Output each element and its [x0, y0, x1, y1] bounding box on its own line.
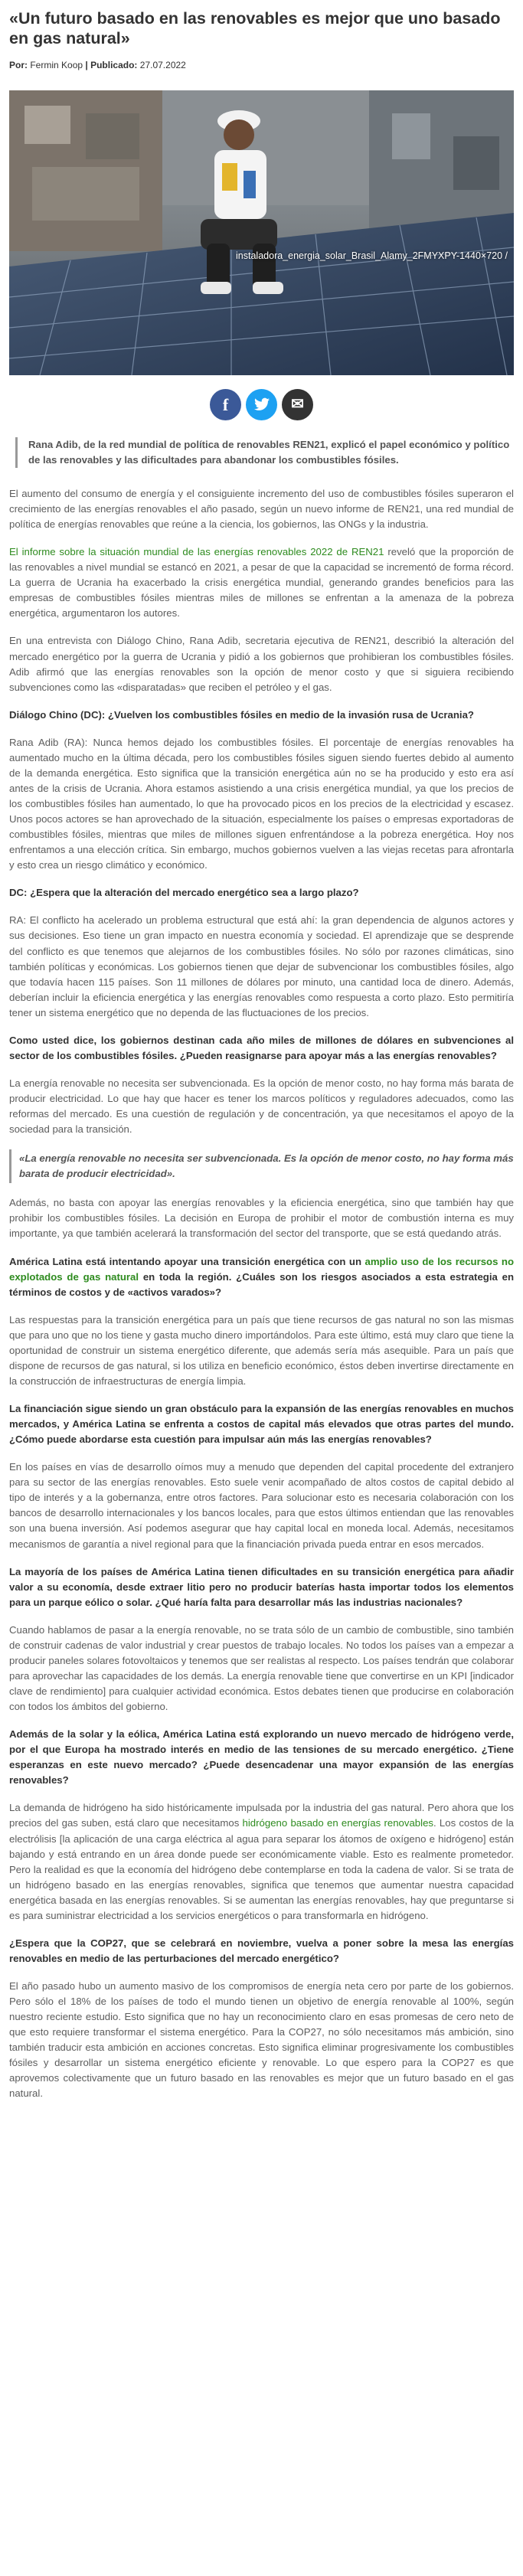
interview-question: ¿Espera que la COP27, que se celebrará en noviembre, vuelva a poner sobre la mesa las energías renovables en medio de las perturbaciones del mercado energético?: [9, 1937, 514, 1964]
email-icon: ✉: [291, 396, 304, 414]
email-share-button[interactable]: [282, 389, 313, 420]
interview-question: Diálogo Chino (DC): ¿Vuelven los combustibles fósiles en medio de la invasión rusa de Ucrania?: [9, 708, 474, 721]
report-link[interactable]: El informe sobre la situación mundial de las energías renovables 2022 de REN21: [9, 546, 384, 558]
facebook-share-button[interactable]: [210, 389, 241, 420]
interview-question: DC: ¿Espera que la alteración del mercado energético sea a largo plazo?: [9, 887, 359, 899]
answer-text: . Los costos de la electrólisis [la aplicación de una carga eléctrica al agua para separar los átomos de oxígeno e hidrógeno] están bajando y está entrando en un área donde puede ser económicamente viable. Esto es realmente prometedor. Pero la realidad es que la economía del hidrógeno debe contemplarse en toda la cadena de valor. Si se trata de un hidrógeno basado en las energías renovables, significa que tenemos que aumentar nuestra capacidad energética basada en las energías renovables. Si se aumentan las energías renovables, hay que preguntarse si es para suministrar electricidad a los servicios energéticos o para transformarla en hidrógeno.: [9, 1817, 514, 1921]
pull-quote: «La energía renovable no necesita ser subvencionada. Es la opción de menor costo, no hay forma más barata de producir electricidad».: [9, 1149, 514, 1183]
facebook-icon: f: [222, 394, 229, 414]
image-caption: instaladora_energia_solar_Brasil_Alamy_2FMYXPY-1440×720 /: [236, 250, 508, 261]
interview-answer: RA: El conflicto ha acelerado un problema estructural que está ahí: la gran dependencia de algunos actores y sus decisiones. Eso tiene un gran impacto en nuestra economía y sociedad. El aprendizaje que se desprende del conflicto es que tenemos que alejarnos de los combustibles fósiles. No sólo por razones climáticas, sino también políticas y económicas. Los gobiernos tienen que dejar de subvencionar los combustibles fósiles, algo que todavía hacen 115 países. Son 11 millones de dólares por minuto, una cantidad loca de dinero. Además, deberían incluir la eficiencia energética y las energías renovables como respuesta a corto plazo. Esto permitiría tener un sistema energético que no dependa de las fluctuaciones de los precios.: [9, 914, 514, 1018]
interview-answer: En los países en vías de desarrollo oímos muy a menudo que dependen del capital procedente del extranjero para su sector de las energías renovables. Esto suele venir acompañado de altos costos de capital debido al tipo de interés y a la gobernanza, entre otros factores. Para solucionar esto es necesaria colaboración con los bancos de desarrollo internacionales y los bancos locales, para que estos últimos entiendan que las renovables son una buena inversión. Así podemos asegurar que hay capital local en moneda local. Además, necesitamos mecanismos de garantía a nivel regional para que la financiación privada pueda entrar en esos mercados.: [9, 1461, 514, 1550]
interview-answer: [9, 1800, 514, 1924]
interview-answer: La energía renovable no necesita ser subvencionada. Es la opción de menor costo, no hay forma más barata de producir electricidad. Lo que hay que hacer es tener los marcos políticos y reguladores adecuados, como las reformas del mercado. Es una cuestión de regulación y de concentración, ya que necesitamos el apoyo de la sociedad para la transición.: [9, 1077, 514, 1136]
solar-installer-photo: [9, 90, 514, 375]
article-lead: Rana Adib, de la red mundial de política de renovables REN21, explicó el papel económico y político de las renovables y las dificultades para abandonar los combustibles fósiles.: [15, 437, 514, 468]
interview-answer: Además, no basta con apoyar las energías renovables y la eficiencia energética, sino que también hay que prohibir los combustibles fósiles. La decisión en Europa de prohibir el motor de combustión interna es muy importante, ya que también acelerará la transformación del sector del transporte, que se está quedando atrás.: [9, 1197, 514, 1240]
twitter-icon: [254, 397, 270, 411]
question-text: en toda la región. ¿Cuáles son los riesgos asociados a esta estrategia en términos de costos y de «activos varados»?: [9, 1270, 515, 1298]
hero-image: [9, 90, 514, 375]
answer-text: La demanda de hidrógeno ha sido históricamente impulsada por la industria del gas natural. Pero ahora que los precios del gas suben, está claro que necesitamos: [9, 1802, 514, 1829]
interview-question: Como usted dice, los gobiernos destinan cada año miles de millones de dólares en subvenciones al sector de los combustibles fósiles. ¿Pueden reasignarse para apoyar más a las energías renovables?: [9, 1034, 514, 1061]
green-hydrogen-link[interactable]: hidrógeno basado en energías renovables: [242, 1817, 433, 1829]
paragraph: [9, 544, 514, 621]
interview-answer: Rana Adib (RA): Nunca hemos dejado los combustibles fósiles. El porcentaje de energías renovables ha aumentado mucho en la última década, pero los combustibles fósiles siguen siendo fuertes debido al aumento de la demanda energética. Esto significa que la transición energética aún no se ha producido y esto era así antes de la crisis de Ucrania. Ahora estamos asistiendo a una crisis energética mundial, ya que los precios de los combustibles fósiles han aumentado, lo que ha provocado picos en los precios de la electricidad y escasez. Unos pocos actores se han aprovechado de la situación, especialmente los países o empresas exportadoras de combustibles fósiles, mientras que miles de millones siguen enfrentándose a la pobreza energética. Hoy nos enfrentamos a una elección crítica. Sin embargo, muchos gobiernos vuelven a las viejas recetas para afrontarla y esto crea un riesgo climático y económico.: [9, 736, 514, 871]
interview-question: La mayoría de los países de América Latina tienen dificultades en su transición energética para añadir valor a su economía, desde extraer litio pero no producir baterías hasta importar todos los elementos para un parque eólico o solar. ¿Qué haría falta para desarrollar más las industrias nacionales?: [9, 1565, 514, 1608]
byline-author-label: Por:: [9, 59, 28, 70]
article-title: «Un futuro basado en las renovables es mejor que uno basado en gas natural»: [9, 9, 501, 47]
interview-question: [9, 1254, 514, 1300]
paragraph-text: reveló que la proporción de las renovables a nivel mundial se estancó en 2021, a pesar de que la capacidad se incrementó de forma récord. La guerra de Ucrania ha exacerbado la crisis energética mundial, generando grandes beneficios para las empresas de combustibles fósiles mientras miles de millones se enfrentan a la amenaza de la pobreza energética, argumentaron los autores.: [9, 546, 514, 619]
byline-published-label: Publicado:: [90, 59, 138, 70]
byline-separator: |: [85, 59, 88, 70]
question-text: América Latina está intentando apoyar una transición energética con un: [9, 1255, 365, 1267]
gas-resources-link[interactable]: amplio uso de los recursos no explotados de gas natural: [9, 1255, 515, 1283]
publish-date: 27.07.2022: [139, 59, 186, 70]
interview-question: Además de la solar y la eólica, América Latina está explorando un nuevo mercado de hidrógeno verde, por el que Europa ha mostrado interés en medio de las tensiones de su mercado energético. ¿Tiene esperanzas en este nuevo mercado? ¿Puede desencadenar una mayor expansión de las energías renovables?: [9, 1728, 514, 1787]
paragraph: El aumento del consumo de energía y el consiguiente incremento del uso de combustibles fósiles superaron el crecimiento de las energías renovables el año pasado, según un nuevo informe de REN21, una red mundial de política de energías renovables que reúne a la ciencia, los gobiernos, las ONGs y la industria.: [9, 487, 514, 531]
share-bar: [9, 389, 514, 420]
author-link[interactable]: Fermin Koop: [30, 59, 83, 70]
interview-answer: Las respuestas para la transición energética para un país que tiene recursos de gas natural no son las mismas que para uno que no los tiene y gasta mucho dinero importándolos. Para este último, está muy claro que tiene la oportunidad de construir un sistema energético diferente, que además sería más asequible. Para un país que dispone de recursos de gas natural, si los utiliza en beneficio económico, éstos deben invertirse directamente en la construcción de infraestructuras de energía limpia.: [9, 1313, 514, 1387]
interview-question: La financiación sigue siendo un gran obstáculo para la expansión de las energías renovables en muchos mercados, y América Latina se enfrenta a costos de capital más elevados que otras partes del mundo. ¿Cómo puede abordarse esta cuestión para impulsar aún más las energías renovables?: [9, 1403, 514, 1446]
paragraph: En una entrevista con Diálogo Chino, Rana Adib, secretaria ejecutiva de REN21, describió la alteración del mercado energético por la guerra de Ucrania y pidió a los gobiernos que prohibieran los combustibles fósiles. Adib afirmó que las energías renovables son la opción de menor costo y que si siguiera recibiendo subvenciones como las «disparatadas» que reciben el petróleo y el gas.: [9, 635, 514, 693]
byline: [9, 58, 514, 72]
twitter-share-button[interactable]: [246, 389, 277, 420]
interview-answer: Cuando hablamos de pasar a la energía renovable, no se trata sólo de un cambio de combustible, sino también de construir cadenas de valor industrial y crear puestos de trabajo locales. No todos los países van a empezar a producir paneles solares fotovoltaicos y tenemos que ser realistas al respecto. Los países tendrán que colaborar para aprovechar las capacidades de los demás. La energía renovable tiene que convertirse en un KPI [indicador clave de rendimiento] para cualquier actividad económica. Estos debates tienen que producirse en colaboración con todos los ámbitos del gobierno.: [9, 1623, 514, 1713]
interview-answer: El año pasado hubo un aumento masivo de los compromisos de energía neta cero por parte de los gobiernos. Pero sólo el 18% de los países de todo el mundo tienen un objetivo de energía renovable al 100%, según nuestro reciente estudio. Esto significa que no hay un reconocimiento claro en esas promesas de cero neto de que esto requiere transformar el sistema energético. Para la COP27, no sólo necesitamos más ambición, sino también traducir esta ambición en acciones concretas. Esto significa eliminar progresivamente los combustibles fósiles y desarrollar un sistema energético eficiente y renovable. Lo que espero para la COP27 es que aprovemos colectivamente que un futuro basado en las renovables es mejor que un futuro basado en el gas natural.: [9, 1980, 514, 2100]
